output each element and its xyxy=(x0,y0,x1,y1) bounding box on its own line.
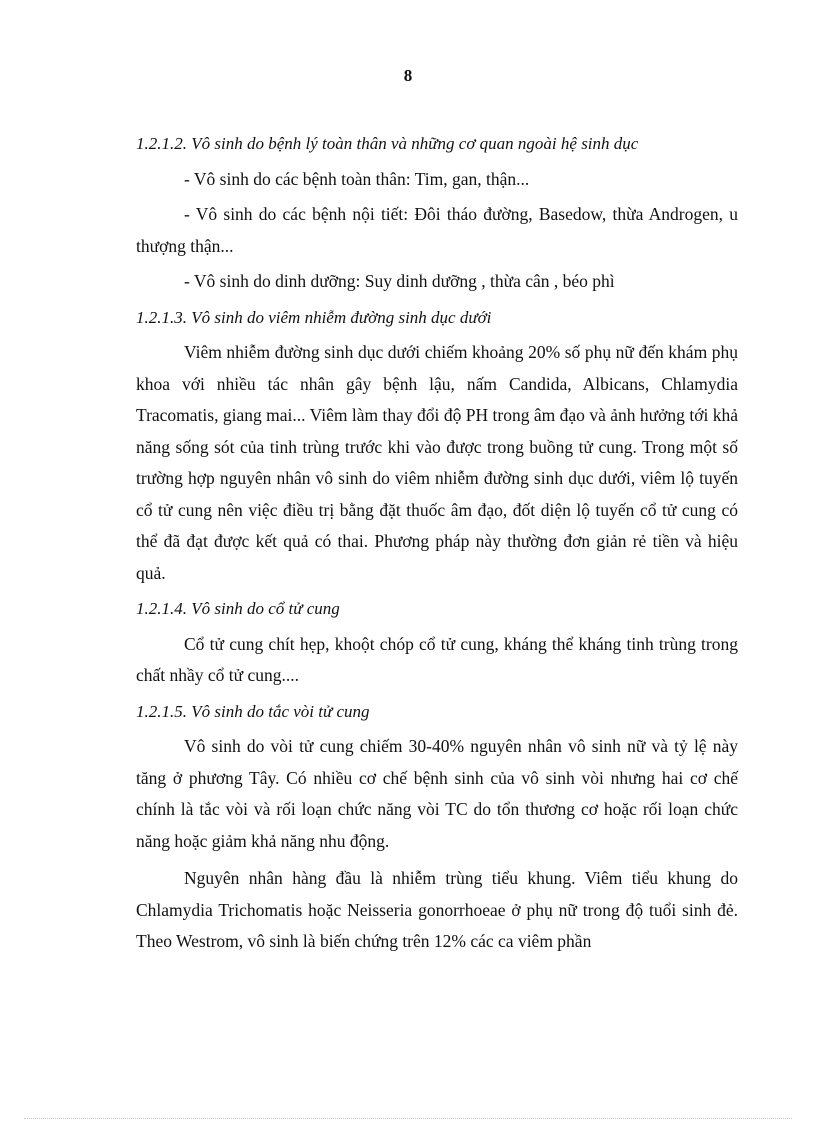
section-heading: 1.2.1.4. Vô sinh do cổ tử cung xyxy=(136,599,340,618)
paragraph: - Vô sinh do dinh dưỡng: Suy dinh dưỡng , thừa cân , béo phì xyxy=(184,271,615,291)
paragraph: Cổ tử cung chít hẹp, khoột chóp cổ tử cung, kháng thể kháng tinh trùng trong chất nhầy cổ tử cung.... xyxy=(136,633,738,685)
paragraph: - Vô sinh do các bệnh nội tiết: Đôi tháo đường, Basedow, thừa Androgen, u thượng thận... xyxy=(136,204,738,256)
paragraph: Nguyên nhân hàng đầu là nhiễm trùng tiểu khung. Viêm tiểu khung do Chlamydia Trichomatis hoặc Neisseria gonorrhoeae ở phụ nữ trong độ tuổi sinh đẻ. Theo Westrom, vô sinh là biến chứng trên 12% các ca viêm phần xyxy=(136,868,738,951)
footer-divider xyxy=(24,1118,792,1119)
document-body xyxy=(136,128,738,962)
page-number: 8 xyxy=(403,66,413,85)
section-heading: 1.2.1.2. Vô sinh do bệnh lý toàn thân và những cơ quan ngoài hệ sinh dục xyxy=(136,134,639,153)
paragraph: - Vô sinh do các bệnh toàn thân: Tim, gan, thận... xyxy=(184,168,530,189)
paragraph: Vô sinh do vòi tử cung chiếm 30-40% nguyên nhân vô sinh nữ và tỷ lệ này tăng ở phương Tây. Có nhiều cơ chế bệnh sinh của vô sinh vòi nhưng hai cơ chế chính là tắc vòi và rối loạn chức năng vòi TC do tổn thương cơ hoặc rối loạn chức năng hoặc giảm khả năng nhu động. xyxy=(136,736,738,851)
section-heading: 1.2.1.3. Vô sinh do viêm nhiễm đường sinh dục dưới xyxy=(136,307,492,327)
paragraph: Viêm nhiễm đường sinh dục dưới chiếm khoảng 20% số phụ nữ đến khám phụ khoa với nhiều tác nhân gây bệnh lậu, nấm Candida, Albicans, Chlamydia Tracomatis, giang mai... Viêm làm thay đổi độ PH trong âm đạo và ảnh hưởng tới khả năng sống sót của tinh trùng trước khi vào được trong buồng tử cung. Trong một số trường hợp nguyên nhân vô sinh do viêm nhiễm đường sinh dục dưới, viêm lộ tuyến cổ tử cung nên việc điều trị bằng đặt thuốc âm đạo, đốt diện lộ tuyến cổ tử cung có thể đã đạt được kết quả có thai. Phương pháp này thường đơn giản rẻ tiền và hiệu quả. xyxy=(136,342,738,583)
section-heading: 1.2.1.5. Vô sinh do tắc vòi tử cung xyxy=(136,701,370,721)
